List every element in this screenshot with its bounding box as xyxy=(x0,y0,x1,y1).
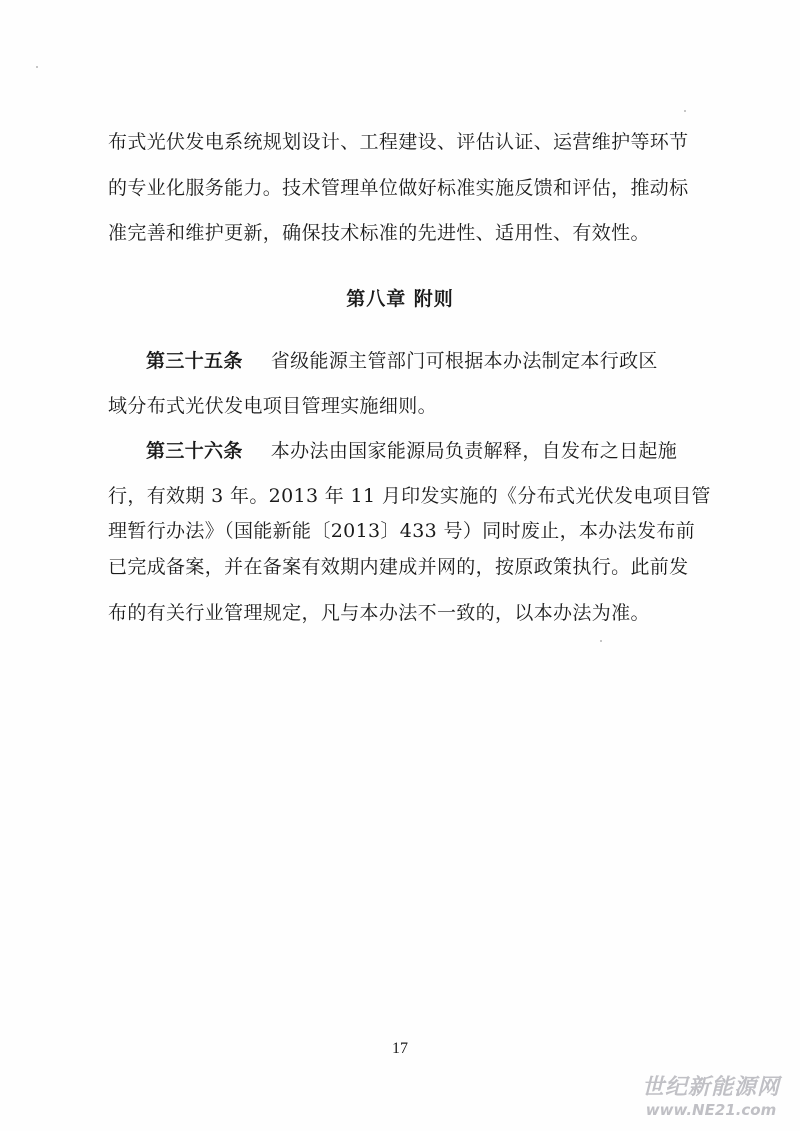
chapter-heading: 第八章 附则 xyxy=(346,288,454,310)
watermark-name: 世纪新能源网 xyxy=(641,1075,780,1100)
site-watermark xyxy=(636,1075,786,1119)
article-36-label: 第三十六条 xyxy=(146,440,243,462)
watermark-url: www.NE21.com xyxy=(645,1101,777,1119)
paragraph-line-2: 的专业化服务能力。技术管理单位做好标准实施反馈和评估，推动标 xyxy=(108,177,689,199)
article-35-first-line xyxy=(146,349,658,373)
scan-speck xyxy=(684,110,686,112)
article-36-first-line xyxy=(146,439,677,463)
paragraph-line-3: 准完善和维护更新，确保技术标准的先进性、适用性、有效性。 xyxy=(108,222,650,244)
article-36-text-line-4: 已完成备案，并在备案有效期内建成并网的，按原政策执行。此前发 xyxy=(108,556,689,578)
article-36-text-line-3: 理暂行办法》（国能新能〔2013〕433 号）同时废止，本办法发布前 xyxy=(108,520,696,542)
article-35-text-line-2: 域分布式光伏发电项目管理实施细则。 xyxy=(108,395,437,417)
scan-speck xyxy=(36,66,38,68)
scan-speck xyxy=(600,640,602,642)
article-35-text-line-1: 省级能源主管部门可根据本办法制定本行政区 xyxy=(270,350,658,372)
article-36-text-line-2: 行，有效期 3 年。2013 年 11 月印发实施的《分布式光伏发电项目管 xyxy=(108,485,711,507)
paragraph-line-1: 布式光伏发电系统规划设计、工程建设、评估认证、运营维护等环节 xyxy=(108,131,689,153)
article-36-text-line-5: 布的有关行业管理规定，凡与本办法不一致的，以本办法为准。 xyxy=(108,602,650,624)
article-36-text-line-1: 本办法由国家能源局负责解释，自发布之日起施 xyxy=(270,440,678,462)
page-number: 17 xyxy=(392,1040,408,1057)
article-35-label: 第三十五条 xyxy=(146,350,243,372)
